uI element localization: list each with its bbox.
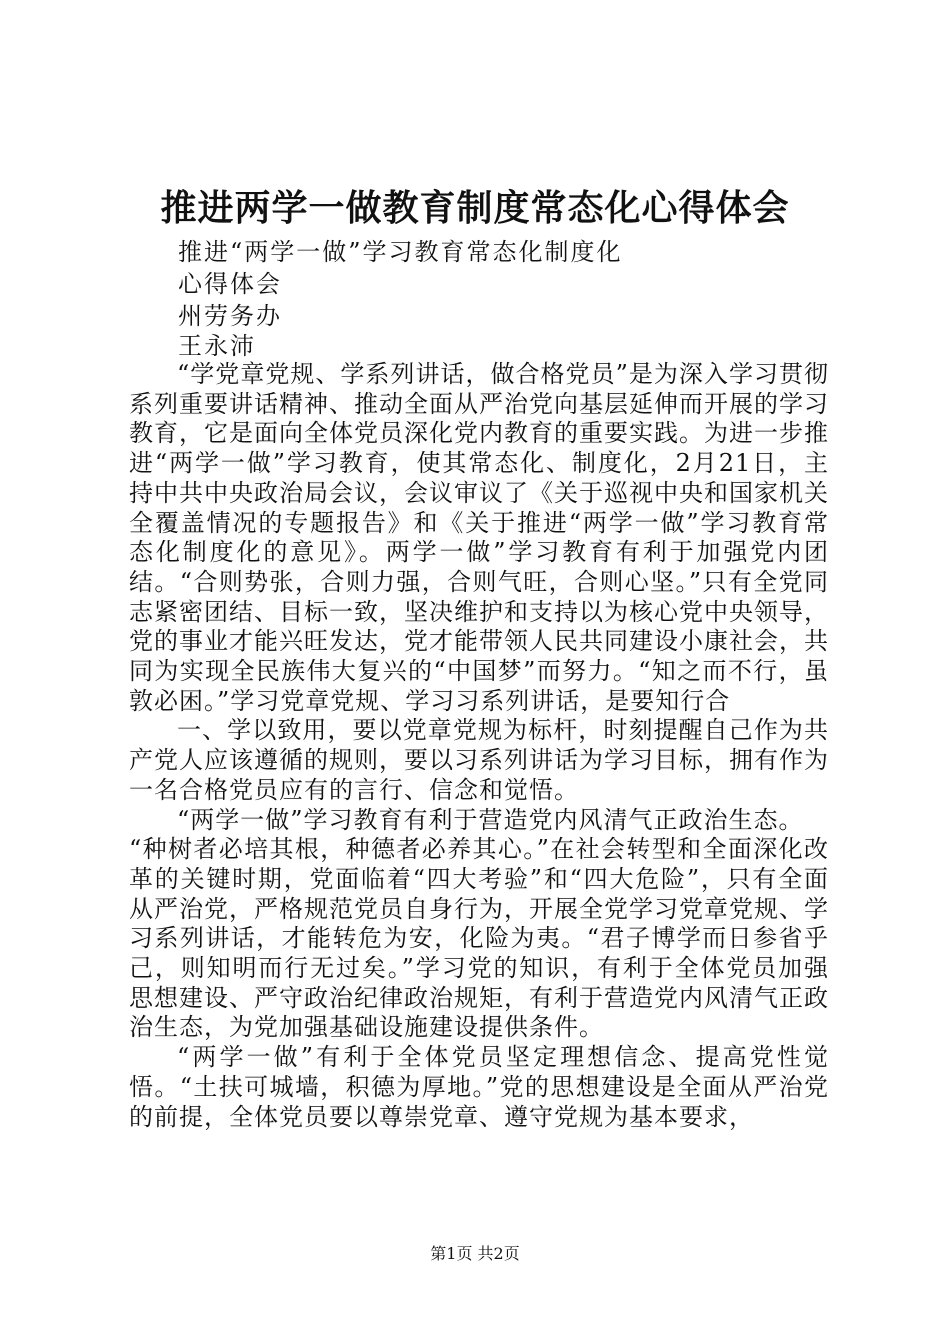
paragraph: 一、学以致用，要以党章党规为标杆，时刻提醒自己作为共产党人应该遵循的规则，要以习系列讲话为学习目标，拥有作为一名合格党员应有的言行、信念和觉悟。 — [129, 716, 829, 804]
paragraph: “学党章党规、学系列讲话，做合格党员”是为深入学习贯彻系列重要讲话精神、推动全面从严治党向基层延伸而开展的学习教育，它是面向全体党员深化党内教育的重要实践。为进一步推进“两学一做”学习教育，使其常态化、制度化，2月21日，主持中共中央政治局会议，会议审议了《关于巡视中央和国家机关全覆盖情况的专题报告》和《关于推进“两学一做”学习教育常态化制度化的意见》。两学一做”学习教育有利于加强党内团结。“合则势张，合则力强，合则气旺，合则心坚。”只有全党同志紧密团结、目标一致，坚决维护和支持以为核心党中央领导，党的事业才能兴旺发达，党才能带领人民共同建设小康社会，共同为实现全民族伟大复兴的“中国梦”而努力。“知之而不行，虽敦必困。”学习党章党规、学习习系列讲话，是要知行合 — [129, 360, 829, 715]
subtitle-line: 推进“两学一做”学习教育常态化制度化 — [178, 238, 623, 266]
document-title: 推进两学一做教育制度常态化心得体会 — [160, 187, 790, 229]
paragraph: “两学一做”有利于全体党员坚定理想信念、提高党性觉悟。“土扶可城墙，积德为厚地。”党的思想建设是全面从严治党的前提，全体党员要以尊崇党章、遵守党规为基本要求， — [129, 1043, 829, 1131]
paragraph: “种树者必培其根，种德者必养其心。”在社会转型和全面深化改革的关键时期，党面临着“四大考验”和“四大危险”，只有全面从严治党，严格规范党员自身行为，开展全党学习党章党规、学习系列讲话，才能转危为安，化险为夷。“君子博学而日参省乎己，则知明而行无过矣。”学习党的知识，有利于全体党员加强思想建设、严守政治纪律政治规矩，有利于营造党内风清气正政治生态，为党加强基础设施建设提供条件。 — [129, 835, 829, 1042]
paragraph: “两学一做”学习教育有利于营造党内风清气正政治生态。 — [177, 805, 804, 834]
document-body — [129, 360, 829, 1132]
subtitle-line-2: 心得体会 — [178, 270, 282, 298]
author-line: 王永沛 — [178, 332, 256, 360]
organization-line: 州劳务办 — [178, 302, 282, 330]
page-number: 第1页 共2页 — [430, 1244, 520, 1263]
